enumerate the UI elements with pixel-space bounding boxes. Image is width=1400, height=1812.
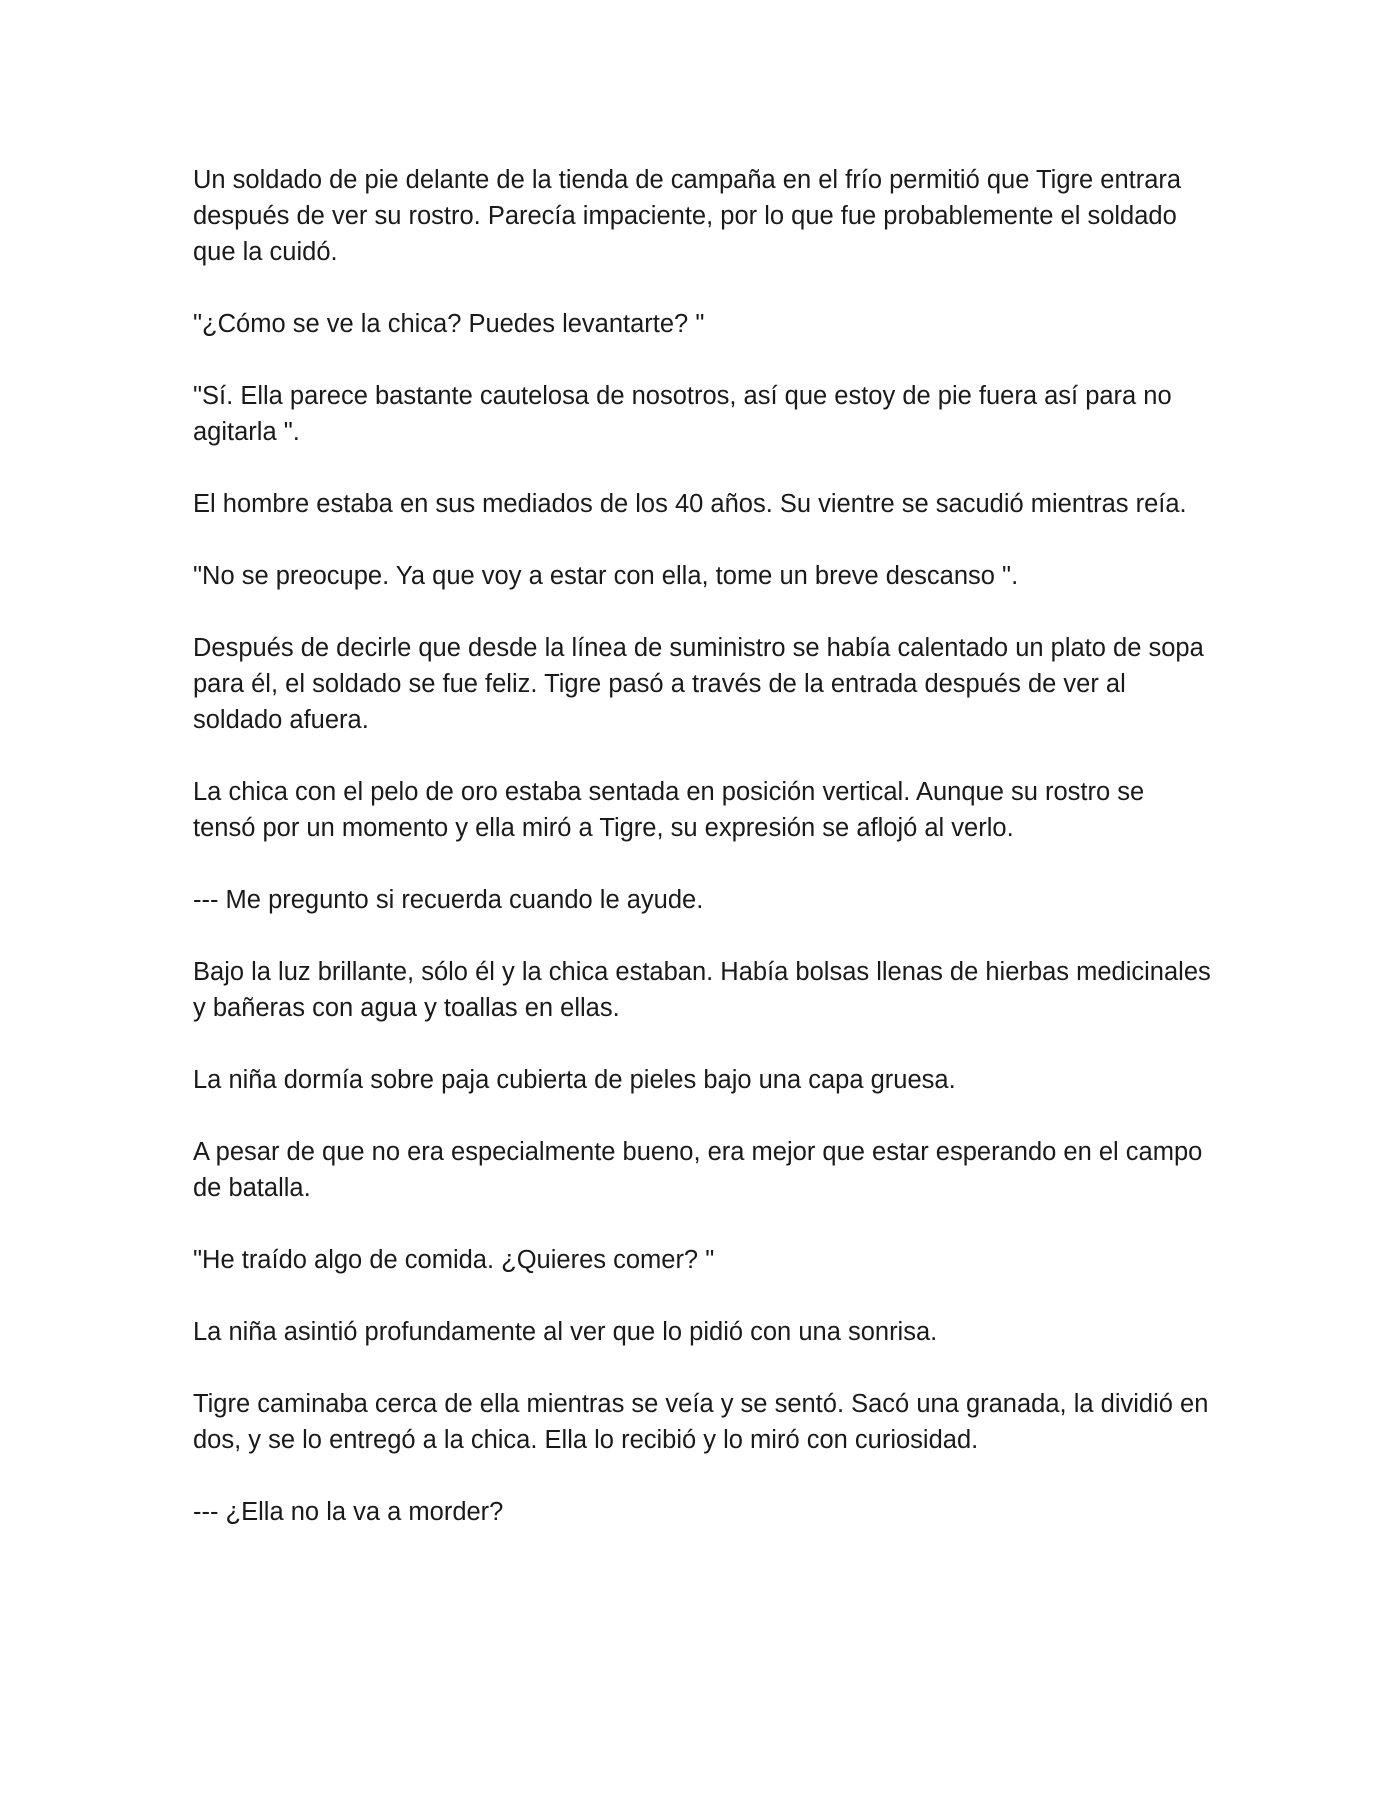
paragraph-7: La chica con el pelo de oro estaba sentada en posición vertical. Aunque su rostro se tensó por un momento y ella miró a Tigre, su expresión se aflojó al verlo. [193, 778, 1145, 842]
paragraph-6: Después de decirle que desde la línea de suministro se había calentado un plato de sopa para él, el soldado se fue feliz. Tigre pasó a través de la entrada después de ver al soldado afuera. [193, 634, 1204, 734]
paragraph-5: "No se preocupe. Ya que voy a estar con ella, tome un breve descanso ". [193, 562, 1019, 590]
paragraph-3: "Sí. Ella parece bastante cautelosa de nosotros, así que estoy de pie fuera así para no agitarla ". [193, 382, 1172, 446]
document-body [193, 162, 1213, 1566]
paragraph-11: A pesar de que no era especialmente bueno, era mejor que estar esperando en el campo de batalla. [193, 1138, 1203, 1202]
paragraph-9: Bajo la luz brillante, sólo él y la chica estaban. Había bolsas llenas de hierbas medicinales y bañeras con agua y toallas en ellas. [193, 958, 1211, 1022]
paragraph-10: La niña dormía sobre paja cubierta de pieles bajo una capa gruesa. [193, 1066, 956, 1094]
paragraph-14: Tigre caminaba cerca de ella mientras se veía y se sentó. Sacó una granada, la dividió en dos, y se lo entregó a la chica. Ella lo recibió y lo miró con curiosidad. [193, 1390, 1209, 1454]
paragraph-15: --- ¿Ella no la va a morder? [193, 1498, 504, 1526]
paragraph-13: La niña asintió profundamente al ver que lo pidió con una sonrisa. [193, 1318, 938, 1346]
paragraph-1: Un soldado de pie delante de la tienda de campaña en el frío permitió que Tigre entrara después de ver su rostro. Parecía impaciente, por lo que fue probablemente el soldado que la cuidó. [193, 166, 1182, 266]
paragraph-12: "He traído algo de comida. ¿Quieres comer? " [193, 1246, 715, 1274]
paragraph-2: "¿Cómo se ve la chica? Puedes levantarte? " [193, 310, 705, 338]
paragraph-4: El hombre estaba en sus mediados de los 40 años. Su vientre se sacudió mientras reía. [193, 490, 1187, 518]
paragraph-8: --- Me pregunto si recuerda cuando le ayude. [193, 886, 704, 914]
